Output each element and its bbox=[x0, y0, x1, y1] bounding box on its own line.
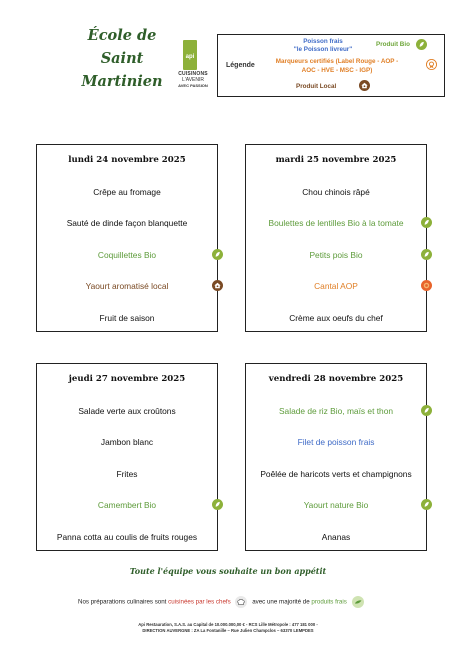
local-product-icon bbox=[359, 80, 370, 91]
certified-label-icon bbox=[426, 59, 437, 70]
dish-certified: Cantal AOP bbox=[314, 281, 358, 291]
day-title: lundi 24 novembre 2025 bbox=[68, 155, 186, 165]
leaf-icon bbox=[421, 405, 432, 416]
dish-local: Yaourt aromatisé local bbox=[85, 281, 169, 291]
day-card-tuesday bbox=[245, 144, 427, 332]
api-logo-line: CUISINONS bbox=[178, 71, 208, 77]
dish-bio: Camembert Bio bbox=[97, 500, 157, 510]
local-product-icon bbox=[212, 280, 223, 291]
api-logo-text: api bbox=[185, 54, 195, 60]
legend-certified-line: AOC - HVE - MSC - IGP) bbox=[301, 67, 373, 74]
prep-text: avec une majorité de bbox=[252, 598, 310, 606]
dish-bio: Salade de riz Bio, maïs et thon bbox=[278, 406, 394, 416]
legend-fresh-fish-line: Poisson frais bbox=[303, 38, 343, 45]
dish: Ananas bbox=[321, 532, 351, 542]
leaf-icon bbox=[212, 499, 223, 510]
api-logo bbox=[172, 40, 214, 92]
leaf-icon bbox=[421, 499, 432, 510]
leaf-icon bbox=[421, 217, 432, 228]
dish: Chou chinois râpé bbox=[302, 187, 370, 197]
dish: Poêlée de haricots verts et champignons bbox=[260, 469, 412, 479]
dish: Salade verte aux croûtons bbox=[78, 406, 176, 416]
dish-fresh-fish: Filet de poisson frais bbox=[297, 437, 375, 447]
day-title: jeudi 27 novembre 2025 bbox=[68, 374, 186, 384]
dish: Jambon blanc bbox=[100, 437, 154, 447]
day-title: vendredi 28 novembre 2025 bbox=[268, 374, 404, 384]
day-card-monday bbox=[36, 144, 218, 332]
legend-box bbox=[217, 34, 445, 97]
leaf-icon bbox=[421, 249, 432, 260]
prep-statement bbox=[78, 596, 364, 608]
legend-title: Légende bbox=[226, 62, 255, 69]
prep-fresh: produits frais bbox=[311, 598, 347, 606]
dish: Crème aux oeufs du chef bbox=[289, 313, 383, 323]
team-message: Toute l'équipe vous souhaite un bon appétit bbox=[129, 566, 327, 576]
dish-bio: Boulettes de lentilles Bio à la tomate bbox=[268, 218, 404, 228]
fresh-produce-icon bbox=[352, 596, 364, 608]
school-name bbox=[62, 24, 182, 93]
legend-bio: Produit Bio bbox=[376, 41, 410, 48]
footer-line: DIRECTION AUVERGNE : ZA La Fontanille – Rue Julien Champclos – 63370 LEMPDES bbox=[142, 627, 314, 633]
dish: Panna cotta au coulis de fruits rouges bbox=[56, 532, 198, 542]
legend-certified-line: Marqueurs certifiés (Label Rouge - AOP - bbox=[275, 58, 399, 65]
api-logo-line: L'AVENIR bbox=[182, 77, 204, 83]
leaf-icon bbox=[212, 249, 223, 260]
dish: Frites bbox=[116, 469, 138, 479]
school-name-line: Saint bbox=[100, 50, 144, 67]
dish: Fruit de saison bbox=[99, 313, 155, 323]
prep-text: Nos préparations culinaires sont bbox=[78, 598, 167, 606]
legend-local: Produit Local bbox=[296, 83, 337, 90]
dish-bio: Yaourt nature Bio bbox=[303, 500, 369, 510]
legend-fresh-fish bbox=[278, 38, 368, 54]
certified-label-icon bbox=[421, 280, 432, 291]
legend-fresh-fish-line: "le Poisson livreur" bbox=[293, 46, 353, 53]
dish-bio: Petits pois Bio bbox=[309, 250, 363, 260]
dish: Sauté de dinde façon blanquette bbox=[66, 218, 188, 228]
school-name-line: Martinien bbox=[81, 73, 163, 90]
company-footer bbox=[0, 622, 456, 633]
dish: Crêpe au fromage bbox=[93, 187, 161, 197]
leaf-icon bbox=[416, 39, 427, 50]
day-card-friday bbox=[245, 363, 427, 551]
prep-chefs: cuisinées par les chefs bbox=[168, 598, 231, 606]
chef-hat-icon bbox=[235, 596, 247, 608]
footer-line: Api Restauration, S.A.S. au Capital de 10.000.000,00 € - RCS Lille Métropole : 477 181 000 - bbox=[138, 622, 318, 627]
school-name-line: École de bbox=[87, 27, 157, 44]
day-title: mardi 25 novembre 2025 bbox=[275, 155, 397, 165]
day-card-thursday bbox=[36, 363, 218, 551]
api-logo-line: AVEC PASSION bbox=[178, 83, 208, 88]
dish-bio: Coquillettes Bio bbox=[97, 250, 157, 260]
legend-certified bbox=[263, 57, 411, 75]
